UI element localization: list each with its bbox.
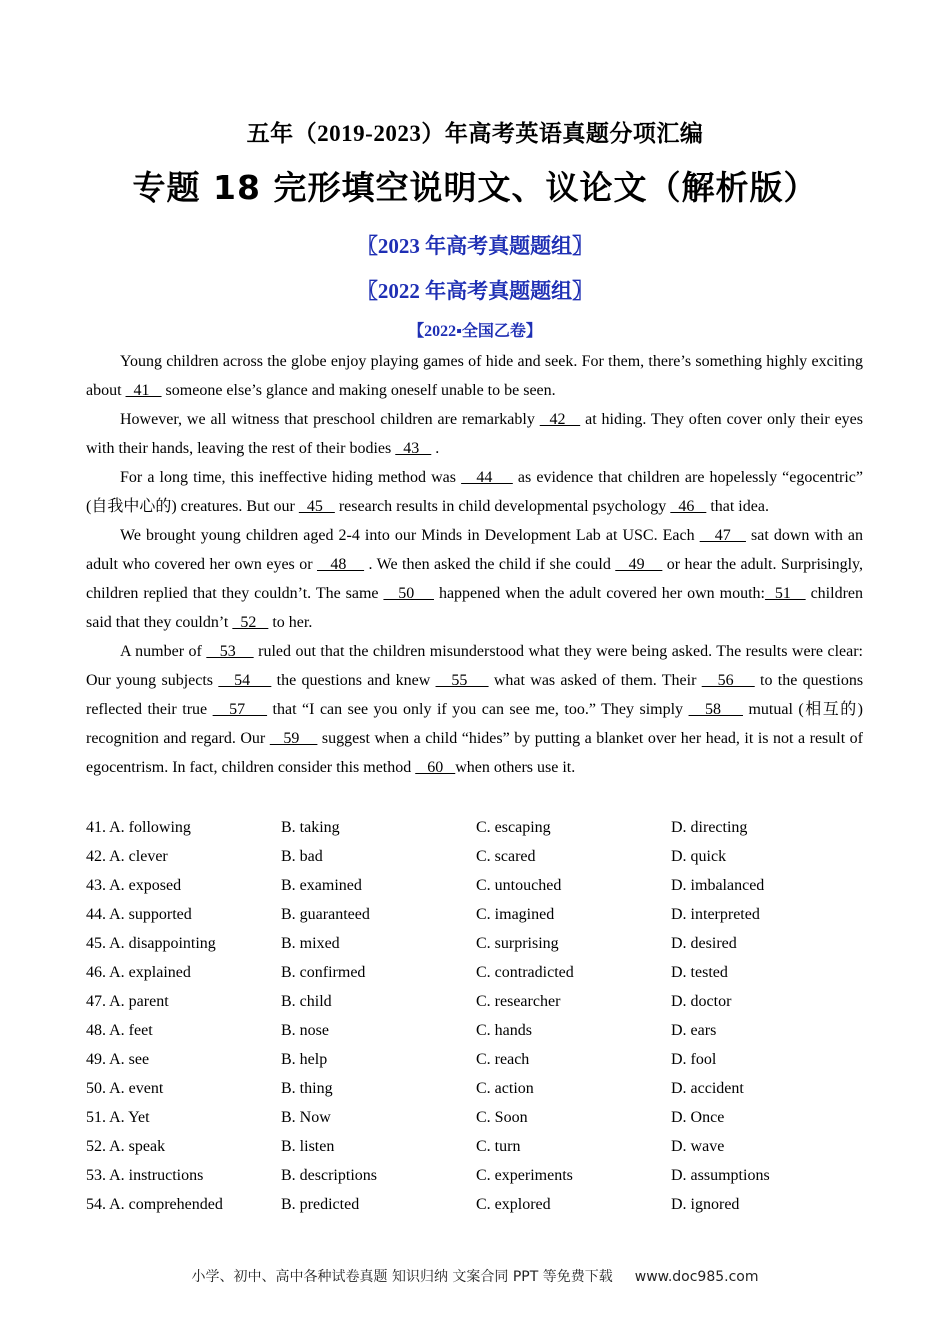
option-c: C. surprising <box>476 935 559 952</box>
passage-text: children said that they couldn’t <box>86 585 863 631</box>
option-c: C. researcher <box>476 993 561 1010</box>
blank-59: 59 <box>269 730 318 747</box>
option-d: D. ignored <box>671 1196 740 1213</box>
option-b: B. help <box>281 1051 328 1068</box>
passage-text: someone else’s glance and making oneself unable to be seen. <box>161 382 556 399</box>
passage-text: to the questions reflected their true <box>86 672 864 718</box>
option-d: D. tested <box>671 964 728 981</box>
option-b: B. bad <box>281 848 323 865</box>
passage-text: happened when the adult covered her own mouth: <box>434 585 765 602</box>
blank-42: 42 <box>539 411 581 428</box>
blank-41: 41 <box>125 382 162 399</box>
passage-text: Young children across the globe enjoy playing games of hide and seek. For them, there’s something highly exciting about <box>86 353 863 399</box>
option-c: C. turn <box>476 1138 521 1155</box>
option-d: D. Once <box>671 1109 725 1126</box>
passage-text: to her. <box>268 614 313 631</box>
passage-text: that idea. <box>706 498 769 515</box>
blank-44: 44 <box>461 469 513 486</box>
option-d: D. doctor <box>671 993 732 1010</box>
option-b: B. predicted <box>281 1196 360 1213</box>
blank-46: 46 <box>670 498 707 515</box>
option-b: B. taking <box>281 819 340 836</box>
option-c: C. explored <box>476 1196 551 1213</box>
passage-text: ruled out that the children misunderstood what they were being asked. The results were clear: Our young subjects <box>86 643 863 689</box>
option-row <box>86 1045 866 1074</box>
blank-51: 51 <box>764 585 806 602</box>
blank-43: 43 <box>395 440 432 457</box>
exam-tag: 【2022▪全国乙卷】 <box>408 323 542 340</box>
option-row <box>86 1161 866 1190</box>
blank-60: 60 <box>415 759 456 776</box>
main-title: 专题 18 完形填空说明文、议论文（解析版） <box>132 168 818 207</box>
option-c: C. Soon <box>476 1109 528 1126</box>
option-row <box>86 900 866 929</box>
footer <box>0 1266 950 1286</box>
blank-49: 49 <box>615 556 663 573</box>
passage-paragraph-4 <box>86 521 863 637</box>
passage-text: what was asked of them. Their <box>488 672 702 689</box>
option-a: 50. A. event <box>86 1080 164 1097</box>
option-row <box>86 871 866 900</box>
passage-text: . <box>431 440 440 457</box>
passage-paragraph-5 <box>86 637 863 782</box>
option-row <box>86 958 866 987</box>
option-d: D. imbalanced <box>671 877 765 894</box>
option-a: 53. A. instructions <box>86 1167 204 1184</box>
passage-text: research results in child developmental psychology <box>334 498 671 515</box>
option-row <box>86 1103 866 1132</box>
footer-url[interactable]: www.doc985.com <box>634 1269 759 1285</box>
option-a: 54. A. comprehended <box>86 1196 223 1213</box>
series-title: 五年（2019-2023）年高考英语真题分项汇编 <box>246 121 704 146</box>
option-a: 47. A. parent <box>86 993 169 1010</box>
option-a: 41. A. following <box>86 819 191 836</box>
option-a: 48. A. feet <box>86 1022 153 1039</box>
passage-paragraph-1 <box>86 347 863 405</box>
option-d: D. fool <box>671 1051 717 1068</box>
option-c: C. contradicted <box>476 964 574 981</box>
option-c: C. hands <box>476 1022 532 1039</box>
passage-text: when others use it. <box>455 759 576 776</box>
passage-text: or hear the adult. Surprisingly, children replied that they couldn’t. The same <box>86 556 864 602</box>
blank-50: 50 <box>383 585 434 602</box>
option-a: 42. A. clever <box>86 848 168 865</box>
passage-text: We brought young children aged 2-4 into our Minds in Development Lab at USC. Each <box>120 527 700 544</box>
option-d: D. quick <box>671 848 727 865</box>
passage-text: However, we all witness that preschool children are remarkably <box>120 411 540 428</box>
option-row <box>86 813 866 842</box>
option-b: B. thing <box>281 1080 333 1097</box>
blank-45: 45 <box>298 498 335 515</box>
passage-text: suggest when a child “hides” by putting a blanket over her head, it is not a result of egocentrism. In fact, children consider this method <box>86 730 864 776</box>
option-c: C. scared <box>476 848 536 865</box>
option-row <box>86 929 866 958</box>
passage-paragraph-3 <box>86 463 863 521</box>
option-b: B. confirmed <box>281 964 366 981</box>
passage-text: mutual (相互的) recognition and regard. Our <box>86 701 864 747</box>
blank-47: 47 <box>699 527 746 544</box>
passage-paragraph-2 <box>86 405 863 463</box>
passage-text: For a long time, this ineffective hiding method was <box>120 469 462 486</box>
option-b: B. Now <box>281 1109 331 1126</box>
option-d: D. desired <box>671 935 737 952</box>
option-d: D. wave <box>671 1138 725 1155</box>
option-c: C. action <box>476 1080 534 1097</box>
option-row <box>86 1132 866 1161</box>
passage-text: sat down with an adult who covered her own eyes or <box>86 527 864 573</box>
option-d: D. directing <box>671 819 748 836</box>
passage-text: the questions and knew <box>271 672 436 689</box>
option-a: 46. A. explained <box>86 964 191 981</box>
passage-text: A number of <box>120 643 207 660</box>
group-title-2023: 〖2023 年高考真题题组〗 <box>356 234 594 258</box>
option-d: D. assumptions <box>671 1167 770 1184</box>
blank-57: 57 <box>212 701 268 718</box>
option-row <box>86 842 866 871</box>
option-row <box>86 1190 866 1219</box>
blank-55: 55 <box>435 672 489 689</box>
option-a: 45. A. disappointing <box>86 935 216 952</box>
option-b: B. child <box>281 993 332 1010</box>
option-c: C. reach <box>476 1051 530 1068</box>
option-d: D. accident <box>671 1080 744 1097</box>
option-row <box>86 1074 866 1103</box>
option-a: 51. A. Yet <box>86 1109 150 1126</box>
option-b: B. guaranteed <box>281 906 370 923</box>
blank-58: 58 <box>688 701 743 718</box>
passage-text: . We then asked the child if she could <box>364 556 616 573</box>
option-row <box>86 987 866 1016</box>
option-d: D. ears <box>671 1022 717 1039</box>
option-a: 49. A. see <box>86 1051 150 1068</box>
option-a: 44. A. supported <box>86 906 192 923</box>
footer-text: 小学、初中、高中各种试卷真题 知识归纳 文案合同 PPT 等免费下载 <box>191 1269 613 1285</box>
blank-48: 48 <box>317 556 365 573</box>
option-b: B. nose <box>281 1022 329 1039</box>
cloze-passage <box>86 347 863 782</box>
option-c: C. escaping <box>476 819 551 836</box>
options-list <box>86 813 866 1219</box>
option-c: C. imagined <box>476 906 555 923</box>
option-c: C. experiments <box>476 1167 573 1184</box>
option-b: B. descriptions <box>281 1167 377 1184</box>
option-c: C. untouched <box>476 877 562 894</box>
blank-56: 56 <box>701 672 755 689</box>
blank-53: 53 <box>206 643 254 660</box>
option-b: B. listen <box>281 1138 335 1155</box>
blank-52: 52 <box>232 614 269 631</box>
option-a: 52. A. speak <box>86 1138 166 1155</box>
passage-text: at hiding. They often cover only their eyes with their hands, leaving the rest of their bodies <box>86 411 863 457</box>
option-d: D. interpreted <box>671 906 760 923</box>
option-b: B. mixed <box>281 935 340 952</box>
option-a: 43. A. exposed <box>86 877 182 894</box>
blank-54: 54 <box>218 672 272 689</box>
option-row <box>86 1016 866 1045</box>
option-b: B. examined <box>281 877 362 894</box>
group-title-2022: 〖2022 年高考真题题组〗 <box>356 279 594 303</box>
passage-text: that “I can see you only if you can see me, too.” They simply <box>267 701 689 718</box>
passage-text: as evidence that children are hopelessly “egocentric” (自我中心的) creatures. But our <box>86 469 864 515</box>
